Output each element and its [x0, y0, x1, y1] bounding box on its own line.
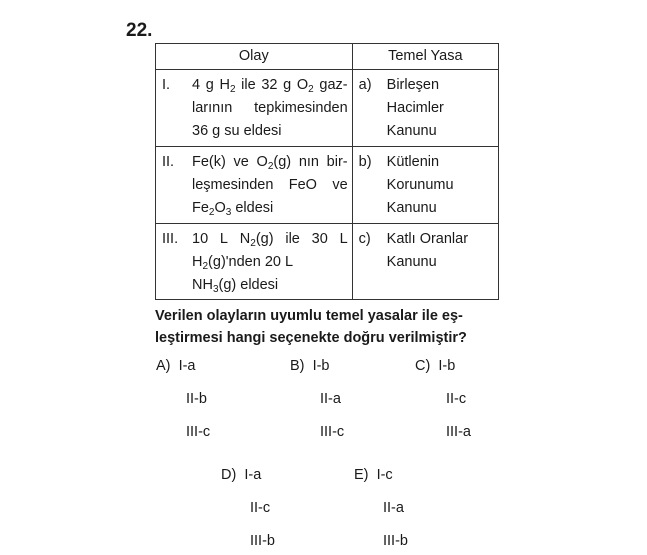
event-text — [192, 74, 352, 143]
event-line: 10 L $N_2(g)$ ile 30 L — [192, 231, 348, 249]
table-row — [156, 70, 499, 147]
event-line: larının tepkimesinden — [192, 100, 348, 116]
option-label: E) I-c — [354, 467, 393, 483]
law-letter: a) — [358, 77, 372, 93]
event-line: $H_2(g)'nden$ 20 L — [192, 254, 294, 272]
event-line: 36 g su eldesi — [192, 123, 282, 139]
option-value: III-b — [383, 533, 408, 549]
option-label: C) I-b — [415, 358, 456, 374]
event-line: 4 g $H_2$ ile 32 g $O_2$ gaz- — [192, 77, 348, 95]
event-line: $NH_3(g)$ eldesi — [192, 277, 279, 295]
question-number: 22. — [126, 20, 153, 41]
law-letter: c) — [358, 231, 371, 247]
option-label: D) I-a — [221, 467, 262, 483]
option-value: II-c — [250, 500, 271, 516]
header-law: Temel Yasa — [352, 44, 498, 70]
table-header-row — [156, 44, 499, 70]
row-roman-numeral: I. — [162, 77, 171, 93]
event-text — [192, 228, 352, 297]
event-line: leşmesinden FeO ve — [192, 177, 348, 193]
matching-table — [155, 43, 499, 300]
option-value: II-c — [446, 391, 467, 407]
event-line: Fe(k) ve $O_2(g)$ nın bir- — [192, 154, 348, 172]
table-row — [156, 147, 499, 224]
option-value: II-a — [320, 391, 341, 407]
option-value: II-a — [383, 500, 404, 516]
event-text — [192, 151, 352, 220]
option-value: II-b — [186, 391, 207, 407]
header-event: Olay — [156, 44, 353, 70]
option-value: III-c — [320, 424, 345, 440]
event-line: $Fe_2O_3$ eldesi — [192, 200, 274, 218]
option-label: A) I-a — [156, 358, 196, 374]
table-row — [156, 224, 499, 300]
law-text: Kütlenin Korunumu Kanunu — [386, 154, 454, 216]
option-label: B) I-b — [290, 358, 330, 374]
option-value: III-c — [186, 424, 211, 440]
option-value: III-a — [446, 424, 471, 440]
law-text: Katlı Oranlar Kanunu — [386, 231, 469, 270]
option-value: III-b — [250, 533, 275, 549]
law-text: Birleşen Hacimler Kanunu — [386, 77, 444, 139]
law-letter: b) — [358, 154, 372, 170]
question-stem: Verilen olayların uyumlu temel yasalar ile eş- leştirmesi hangi seçenekte doğru verilmiştir? — [155, 308, 467, 346]
row-roman-numeral: II. — [162, 154, 175, 170]
row-roman-numeral: III. — [162, 231, 179, 247]
